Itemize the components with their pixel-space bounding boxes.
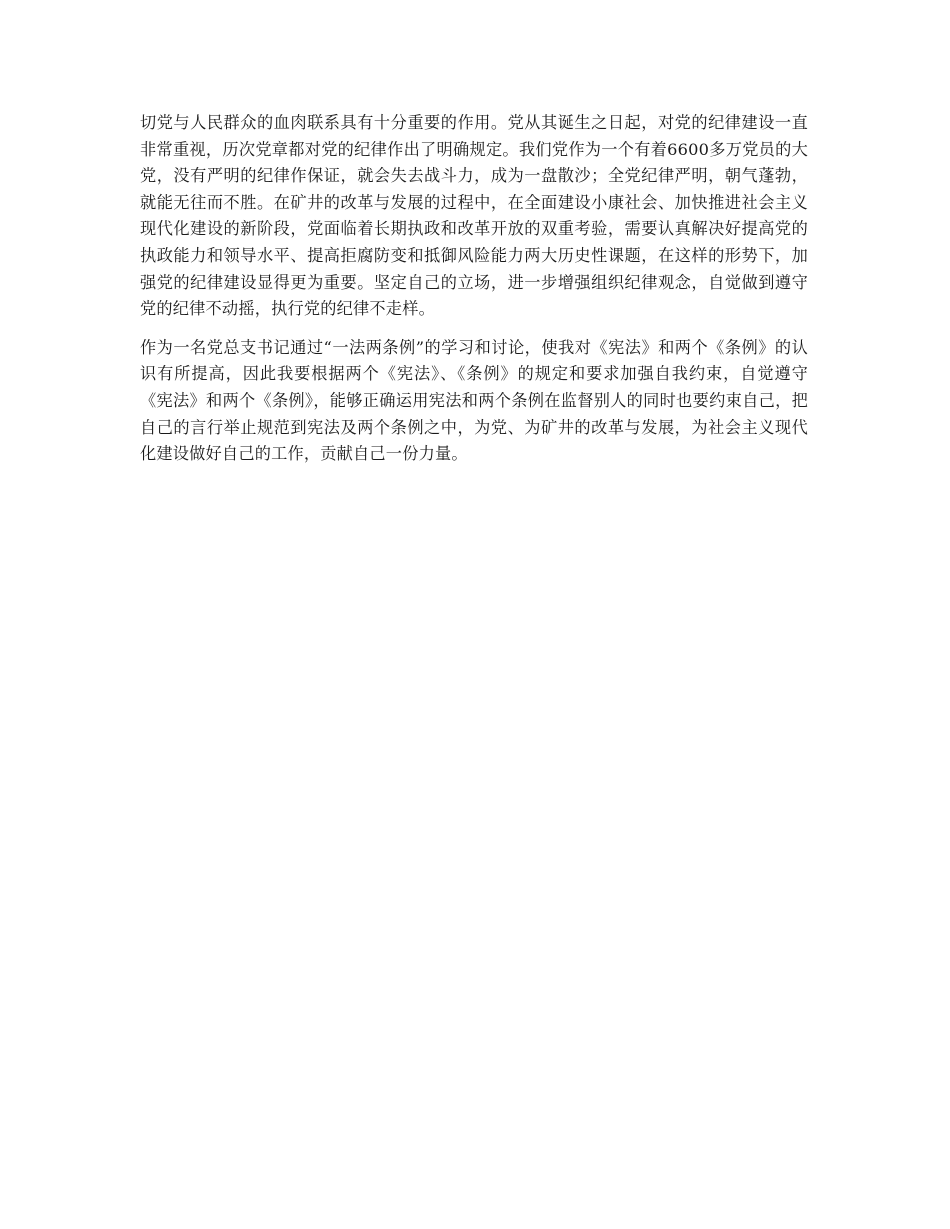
paragraph-discipline: 切党与人民群众的血肉联系具有十分重要的作用。党从其诞生之日起，对党的纪律建设一直非常重视，历次党章都对党的纪律作出了明确规定。我们党作为一个有着6600多万党员的大党，没有严明的纪律作保证，就会失去战斗力，成为一盘散沙；全党纪律严明，朝气蓬勃，就能无往而不胜。在矿井的改革与发展的过程中，在全面建设小康社会、加快推进社会主义现代化建设的新阶段，党面临着长期执政和改革开放的双重考验，需要认真解决好提高党的执政能力和领导水平、提高拒腐防变和抵御风险能力两大历史性课题，在这样的形势下，加强党的纪律建设显得更为重要。坚定自己的立场，进一步增强组织纪律观念，自觉做到遵守党的纪律不动摇，执行党的纪律不走样。: [140, 113, 808, 319]
paragraph-study-reflection: 作为一名党总支书记通过“一法两条例”的学习和讨论，使我对《宪法》和两个《条例》的认识有所提高，因此我要根据两个《宪法》、《条例》的规定和要求加强自我约束，自觉遵守《宪法》和两个《条例》，能够正确运用宪法和两个条例在监督别人的同时也要约束自己，把自己的言行举止规范到宪法及两个条例之中，为党、为矿井的改革与发展，为社会主义现代化建设做好自己的工作，贡献自己一份力量。: [140, 337, 808, 464]
document-body: [140, 110, 808, 480]
